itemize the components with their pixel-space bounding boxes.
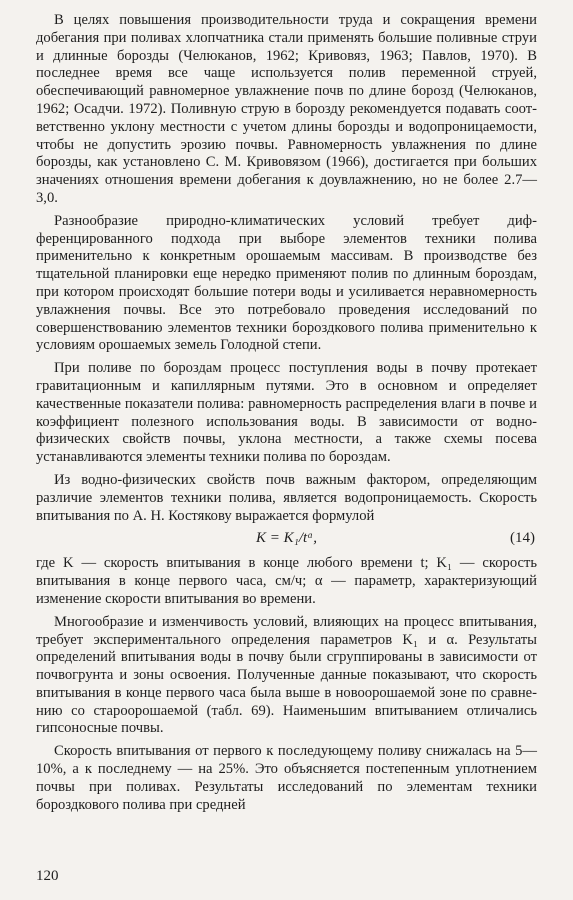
paragraph-water-intake-process: При поливе по бороздам процесс поступления воды в почву протекает гравитационным и капиллярным путями. Это в основном и определяет качественные показатели полива: равномерность распределения влаги в почве и коэффициент полезного использования воды. В зависимости от водно-физических свойств почвы, уклона местности, а также схемы посева устанавливаются элементы техники полива по бороздам. [36,360,537,466]
formula-expression: K = K₁/tᵅ, [256,530,317,547]
paragraph-parameter-determination: Многообразие и изменчивость условий, влияющих на процесс впитывания, требует экспериментального определения параметров K₁ и α. Результаты определений впитывания воды в почву были сгруппированы в зависимости от почвогрунта и зоны освоения. Полученные данные показывают, что скорость впитывания в конце первого часа была выше в новоорошаемой зоне по сравнению со староорошаемой (табл. 69). Наименьшим впитыванием отличались гипсоносные почвы. [36,613,537,737]
paragraph-climatic-conditions: Разнообразие природно-климатических условий требует дифференцированного подхода при выборе элементов техники полива применительно к конкретным орошаемым массивам. В производстве без тщательной планировки еще нередко применяют полив по длинным бороздам, при котором происходят большие потери воды и усиливается неравномерность увлажнения почвы. Все это потребовало проведения исследований по совершенствованию элементов техники бороздкового полива применительно к условиям орошаемых земель Голодной степи. [36,212,537,354]
page-number: 120 [36,868,59,884]
paragraph-furrow-irrigation-intro: В целях повышения производительности труда и сокращения времени добегания при поливах хлопчатника стали применять большие поливные струи и длинные борозды (Челюканов, 1962; Кривовяз, 1963; Павлов, 1970). В последнее время все чаще используется полив переменной струей, обеспечивающий равномерное увлажнение почв по длине борозд (Челюканов, 1962; Осадчи. 1972). Поливную струю в борозду рекомендуется подавать соответственно уклону местности с учетом длины борозды и водопроницаемости, чтобы не допустить эрозию почвы. Равномерность увлажнения по длине борозды, как установлено С. М. Кривовязом (1966), достигается при больших значениях отношения времени добегания к доувлажнению, но не более 2.7—3,0. [36,12,537,206]
paragraph-formula-legend: где K — скорость впитывания в конце любого времени t; K₁ — скорость впитывания в конце первого часа, см/ч; α — параметр, характеризующий изменение скорости впитывания во времени. [36,555,537,607]
formula-number: (14) [510,530,535,547]
paragraph-intake-reduction: Скорость впитывания от первого к последующему поливу снижалась на 5—10%, а к последнему — на 25%. Это объясняется постепенным уплотнением почвы при поливах. Результаты исследований по элементам техники бороздкового полива при средней [36,743,537,813]
paragraph-water-permeability: Из водно-физических свойств почв важным фактором, определяющим различие элементов техники полива, является водопроницаемость. Скорость впитывания по А. Н. Костякову выражается формулой [36,471,537,524]
kostyakov-formula [36,530,537,552]
